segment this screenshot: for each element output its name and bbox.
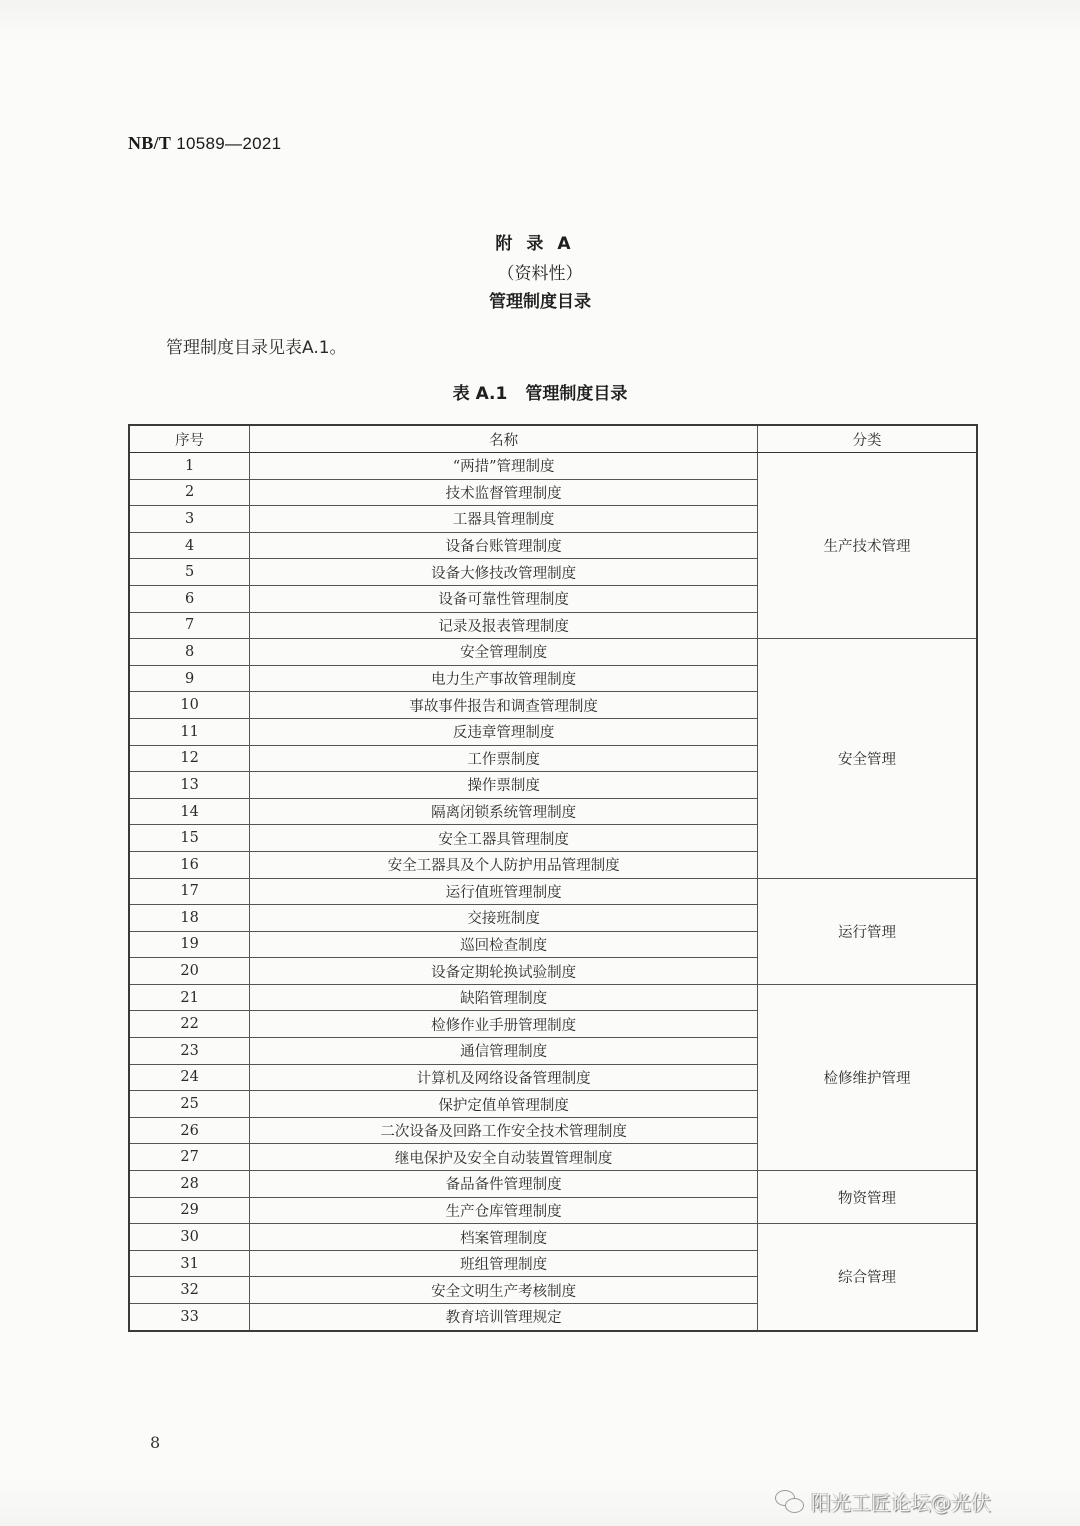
- cell-no: 22: [129, 1011, 250, 1038]
- watermark: [775, 1487, 991, 1516]
- cell-name: 工器具管理制度: [250, 506, 758, 533]
- appendix-type: （资料性）: [497, 264, 583, 284]
- cell-no: 2: [129, 479, 250, 506]
- cell-name: 检修作业手册管理制度: [250, 1011, 758, 1038]
- table-row: [129, 1171, 977, 1198]
- cell-no: 23: [129, 1038, 250, 1065]
- cell-no: 13: [129, 772, 250, 799]
- cell-no: 11: [129, 718, 250, 745]
- cell-name: 电力生产事故管理制度: [250, 665, 758, 692]
- page-number: 8: [150, 1433, 161, 1452]
- cell-no: 15: [129, 825, 250, 852]
- cell-name: “两措”管理制度: [250, 453, 758, 480]
- standard-prefix: NB/T: [128, 133, 172, 153]
- cell-name: 档案管理制度: [250, 1224, 758, 1251]
- cell-no: 24: [129, 1064, 250, 1091]
- cell-no: 30: [129, 1224, 250, 1251]
- cell-name: 安全工器具及个人防护用品管理制度: [250, 851, 758, 878]
- table-row: [129, 878, 977, 905]
- cell-no: 4: [129, 532, 250, 559]
- cell-no: 3: [129, 506, 250, 533]
- cell-name: 二次设备及回路工作安全技术管理制度: [250, 1117, 758, 1144]
- cell-name: 安全文明生产考核制度: [250, 1277, 758, 1304]
- cell-name: 设备台账管理制度: [250, 532, 758, 559]
- cell-name: 保护定值单管理制度: [250, 1091, 758, 1118]
- cell-category: 生产技术管理: [758, 453, 977, 639]
- cell-name: 运行值班管理制度: [250, 878, 758, 905]
- cell-name: 隔离闭锁系统管理制度: [250, 798, 758, 825]
- cell-name: 交接班制度: [250, 905, 758, 932]
- cell-category: 运行管理: [758, 878, 977, 984]
- watermark-text: 阳光工匠论坛@光伏: [811, 1491, 991, 1515]
- appendix-title: 附录A: [495, 234, 585, 254]
- appendix-name: 管理制度目录: [489, 292, 591, 312]
- cell-no: 28: [129, 1171, 250, 1198]
- cell-no: 21: [129, 984, 250, 1011]
- cell-name: 生产仓库管理制度: [250, 1197, 758, 1224]
- table-body: [129, 453, 977, 1331]
- cell-no: 7: [129, 612, 250, 639]
- cell-name: 通信管理制度: [250, 1038, 758, 1065]
- cell-name: 设备大修技改管理制度: [250, 559, 758, 586]
- cell-no: 16: [129, 851, 250, 878]
- cell-name: 记录及报表管理制度: [250, 612, 758, 639]
- cell-no: 1: [129, 453, 250, 480]
- cell-category: 安全管理: [758, 639, 977, 878]
- table-row: [129, 453, 977, 480]
- cell-no: 29: [129, 1197, 250, 1224]
- column-header-category: 分类: [758, 425, 977, 453]
- column-header-no: 序号: [129, 425, 250, 453]
- table-caption-title: 管理制度目录: [525, 384, 628, 404]
- standard-number: 10589—2021: [176, 134, 282, 153]
- cell-name: 继电保护及安全自动装置管理制度: [250, 1144, 758, 1171]
- cell-no: 32: [129, 1277, 250, 1304]
- cell-no: 19: [129, 931, 250, 958]
- table-header-row: [129, 425, 977, 453]
- standard-code: [128, 133, 281, 154]
- cell-name: 巡回检查制度: [250, 931, 758, 958]
- management-system-table: [128, 424, 978, 1332]
- cell-no: 27: [129, 1144, 250, 1171]
- cell-name: 计算机及网络设备管理制度: [250, 1064, 758, 1091]
- cell-category: 综合管理: [758, 1224, 977, 1331]
- cell-no: 10: [129, 692, 250, 719]
- cell-name: 事故事件报告和调查管理制度: [250, 692, 758, 719]
- cell-no: 25: [129, 1091, 250, 1118]
- cell-no: 31: [129, 1250, 250, 1277]
- cell-name: 技术监督管理制度: [250, 479, 758, 506]
- table-caption-label: 表 A.1: [452, 384, 508, 404]
- table-caption: [0, 379, 1080, 404]
- cell-no: 18: [129, 905, 250, 932]
- cell-category: 检修维护管理: [758, 984, 977, 1170]
- cell-name: 反违章管理制度: [250, 718, 758, 745]
- cell-no: 20: [129, 958, 250, 985]
- cell-no: 9: [129, 665, 250, 692]
- cell-no: 33: [129, 1304, 250, 1331]
- cell-name: 安全工器具管理制度: [250, 825, 758, 852]
- cell-no: 17: [129, 878, 250, 905]
- intro-text: 管理制度目录见表A.1。: [166, 338, 347, 358]
- wechat-icon: [775, 1490, 805, 1514]
- cell-no: 8: [129, 639, 250, 666]
- table-row: [129, 984, 977, 1011]
- cell-name: 操作票制度: [250, 772, 758, 799]
- cell-name: 设备可靠性管理制度: [250, 585, 758, 612]
- cell-name: 设备定期轮换试验制度: [250, 958, 758, 985]
- cell-name: 教育培训管理规定: [250, 1304, 758, 1331]
- cell-no: 5: [129, 559, 250, 586]
- cell-name: 备品备件管理制度: [250, 1171, 758, 1198]
- cell-no: 6: [129, 585, 250, 612]
- cell-no: 12: [129, 745, 250, 772]
- cell-name: 缺陷管理制度: [250, 984, 758, 1011]
- column-header-name: 名称: [250, 425, 758, 453]
- cell-name: 班组管理制度: [250, 1250, 758, 1277]
- cell-no: 14: [129, 798, 250, 825]
- cell-name: 安全管理制度: [250, 639, 758, 666]
- table-row: [129, 1224, 977, 1251]
- cell-name: 工作票制度: [250, 745, 758, 772]
- table-row: [129, 639, 977, 666]
- cell-category: 物资管理: [758, 1171, 977, 1224]
- cell-no: 26: [129, 1117, 250, 1144]
